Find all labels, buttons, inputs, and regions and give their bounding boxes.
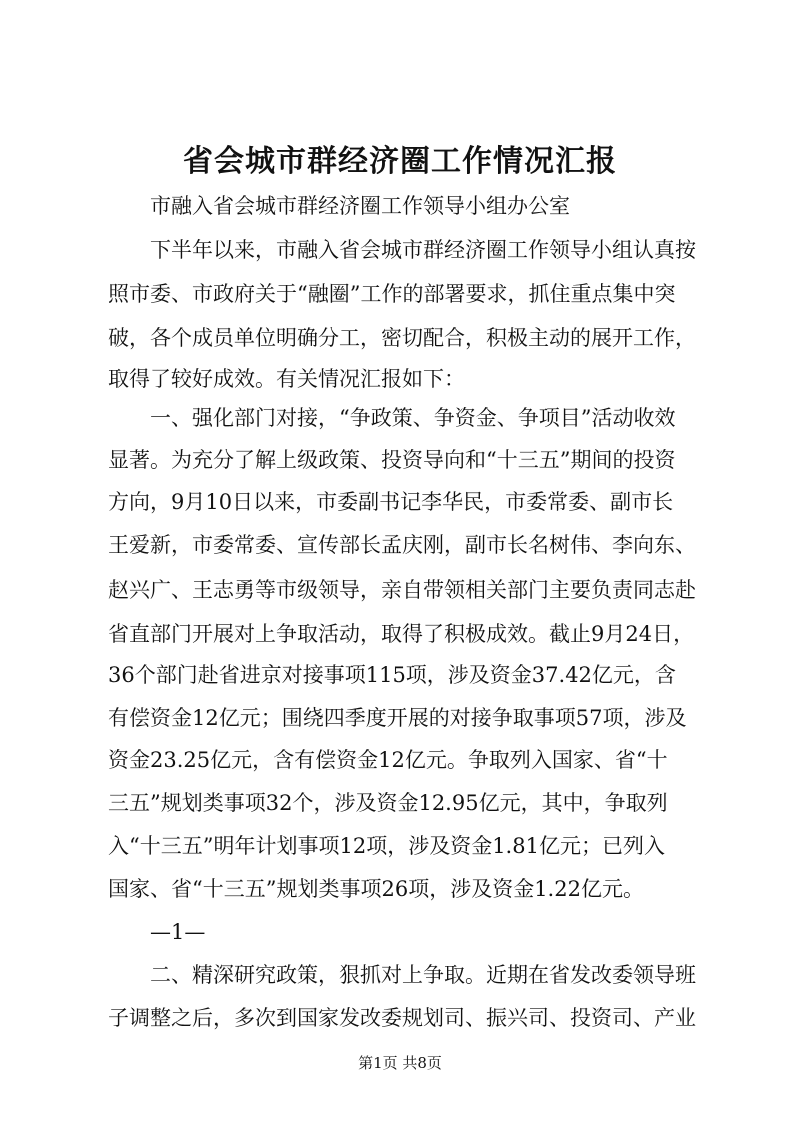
body-line: 方向，9月10日以来，市委副书记李华民，市委常委、副市长 — [108, 490, 674, 514]
body-line: 显著。为充分了解上级政策、投资导向和“十三五”期间的投资 — [108, 448, 676, 472]
body-line: 一、强化部门对接，“争政策、争资金、争项目”活动收效 — [150, 406, 676, 430]
body-line: 破，各个成员单位明确分工，密切配合，积极主动的展开工作， — [108, 326, 696, 350]
body-line: 有偿资金12亿元；围绕四季度开展的对接争取事项57项，涉及 — [108, 706, 687, 730]
body-line: 省直部门开展对上争取活动，取得了积极成效。截止9月24日， — [108, 622, 695, 646]
body-line: 资金23.25亿元，含有偿资金12亿元。争取列入国家、省“十 — [108, 748, 668, 772]
body-line: 取得了较好成效。有关情况汇报如下： — [108, 367, 465, 391]
body-line: 入“十三五”明年计划事项12项，涉及资金1.81亿元；已列入 — [108, 834, 665, 858]
body-line: 赵兴广、王志勇等市级领导，亲自带领相关部门主要负责同志赴 — [108, 578, 696, 602]
body-line: 二、精深研究政策，狠抓对上争取。近期在省发改委领导班 — [150, 963, 696, 987]
page-footer: 第1页 共8页 — [358, 1054, 442, 1072]
body-line: 子调整之后，多次到国家发改委规划司、振兴司、投资司、产业 — [108, 1006, 696, 1030]
body-line: 照市委、市政府关于“融圈”工作的部署要求，抓住重点集中突 — [108, 282, 676, 306]
author-line: 市融入省会城市群经济圈工作领导小组办公室 — [150, 194, 570, 218]
page-marker: —1— — [150, 920, 206, 944]
body-line: 三五”规划类事项32个，涉及资金12.95亿元，其中，争取列 — [108, 791, 668, 815]
body-line: 下半年以来，市融入省会城市群经济圈工作领导小组认真按 — [150, 238, 696, 262]
body-line: 国家、省“十三五”规划类事项26项，涉及资金1.22亿元。 — [108, 877, 644, 901]
body-line: 36个部门赴省进京对接事项115项，涉及资金37.42亿元，含 — [108, 663, 676, 687]
body-line: 王爱新，市委常委、宣传部长孟庆刚，副市长名树伟、李向东、 — [108, 533, 696, 557]
page-title: 省会城市群经济圈工作情况汇报 — [183, 144, 617, 179]
